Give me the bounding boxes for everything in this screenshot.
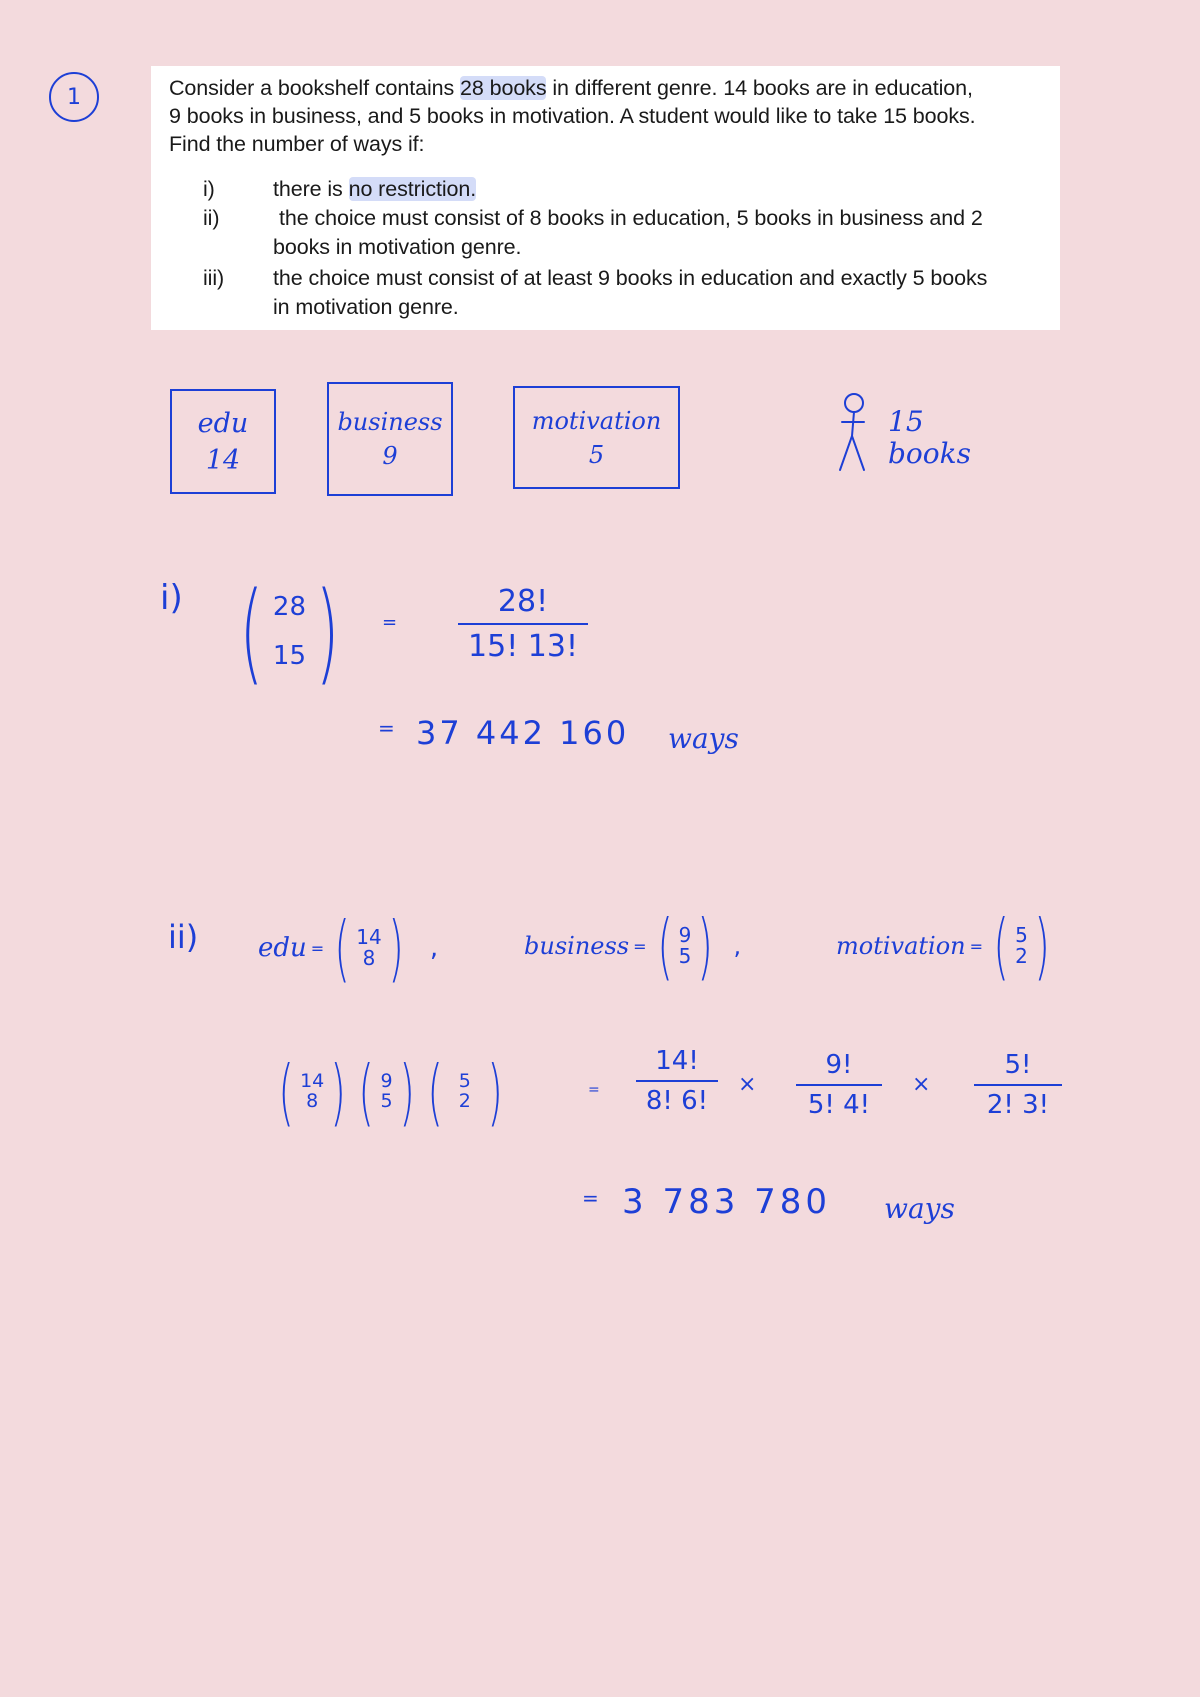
highlight-28-books: 28 books xyxy=(460,76,547,100)
problem-statement xyxy=(151,66,1060,330)
fraction-numerator: 5! xyxy=(1004,1050,1032,1080)
solution-i-label: i) xyxy=(160,578,183,618)
solution-ii-term-business: business = ( 9 5 ) , xyxy=(524,904,742,988)
solution-ii-times-1: × xyxy=(738,1072,757,1097)
part-iii-label: iii) xyxy=(203,266,225,290)
fraction-denominator: 8! 6! xyxy=(636,1080,718,1116)
student-count: 15 xyxy=(888,405,924,438)
genre-box-business xyxy=(327,382,453,496)
fraction-numerator: 28! xyxy=(497,584,549,619)
solution-ii-product: ( 14 8 ) ( 9 5 ) ( 5 2 ) xyxy=(278,1050,503,1134)
solution-ii-fraction-3 xyxy=(974,1050,1062,1120)
part-ii-line-1: the choice must consist of 8 books in education, 5 books in business and 2 xyxy=(279,206,983,230)
stem-line-2: 9 books in business, and 5 books in motivation. A student would like to take 15 books. xyxy=(169,104,976,128)
fraction-denominator: 15! 13! xyxy=(458,623,588,664)
genre-count: 14 xyxy=(205,444,241,476)
student-note xyxy=(888,406,971,470)
solution-ii-label: ii) xyxy=(168,918,199,956)
solution-ii-unit: ways xyxy=(884,1192,955,1225)
part-iii-line-1: the choice must consist of at least 9 books in education and exactly 5 books xyxy=(273,266,988,290)
fraction-numerator: 9! xyxy=(825,1050,853,1080)
genre-box-edu xyxy=(170,389,276,494)
question-number-text: 1 xyxy=(67,84,81,110)
part-ii-line-2: books in motivation genre. xyxy=(273,235,522,259)
student-unit: books xyxy=(888,437,971,470)
solution-ii-times-2: × xyxy=(912,1072,931,1097)
solution-i-binom: ( 28 15 ) xyxy=(239,568,340,696)
solution-i-unit: ways xyxy=(668,722,739,755)
solution-i-equals: = xyxy=(382,612,398,633)
fraction-denominator: 2! 3! xyxy=(974,1084,1062,1120)
genre-name: edu xyxy=(197,407,249,439)
solution-i-result: 37 442 160 xyxy=(416,714,630,752)
genre-name: motivation xyxy=(531,406,662,435)
genre-name: business xyxy=(337,408,443,436)
solution-ii-result-equals: = xyxy=(582,1186,599,1210)
highlight-no-restriction: no restriction. xyxy=(348,177,477,201)
solution-ii-fraction-2 xyxy=(796,1050,882,1120)
solution-ii-equals: = xyxy=(588,1082,600,1098)
solution-i-fraction xyxy=(458,584,588,664)
solution-ii-fraction-1 xyxy=(636,1046,718,1116)
solution-ii-term-edu: edu = ( 14 8 ) , xyxy=(258,906,439,990)
genre-box-motivation xyxy=(513,386,680,489)
genre-count: 9 xyxy=(382,442,398,470)
fraction-numerator: 14! xyxy=(655,1046,699,1076)
stem-line-3: Find the number of ways if: xyxy=(169,132,425,156)
fraction-denominator: 5! 4! xyxy=(796,1084,882,1120)
part-iii-line-2: in motivation genre. xyxy=(273,295,459,319)
solution-ii-term-motivation: motivation = ( 5 2 ) xyxy=(836,904,1050,988)
stem-line-1: Consider a bookshelf contains 28 books in different genre. 14 books are in education, xyxy=(169,76,973,100)
part-i-label: i) xyxy=(203,177,215,201)
part-i-text: there is no restriction. xyxy=(273,177,477,201)
question-number xyxy=(49,72,99,122)
solution-ii-result: 3 783 780 xyxy=(622,1182,832,1222)
solution-i-result-equals: = xyxy=(378,716,395,740)
genre-count: 5 xyxy=(588,440,605,469)
student-stick-figure-icon xyxy=(832,392,874,474)
part-ii-label: ii) xyxy=(203,206,220,230)
